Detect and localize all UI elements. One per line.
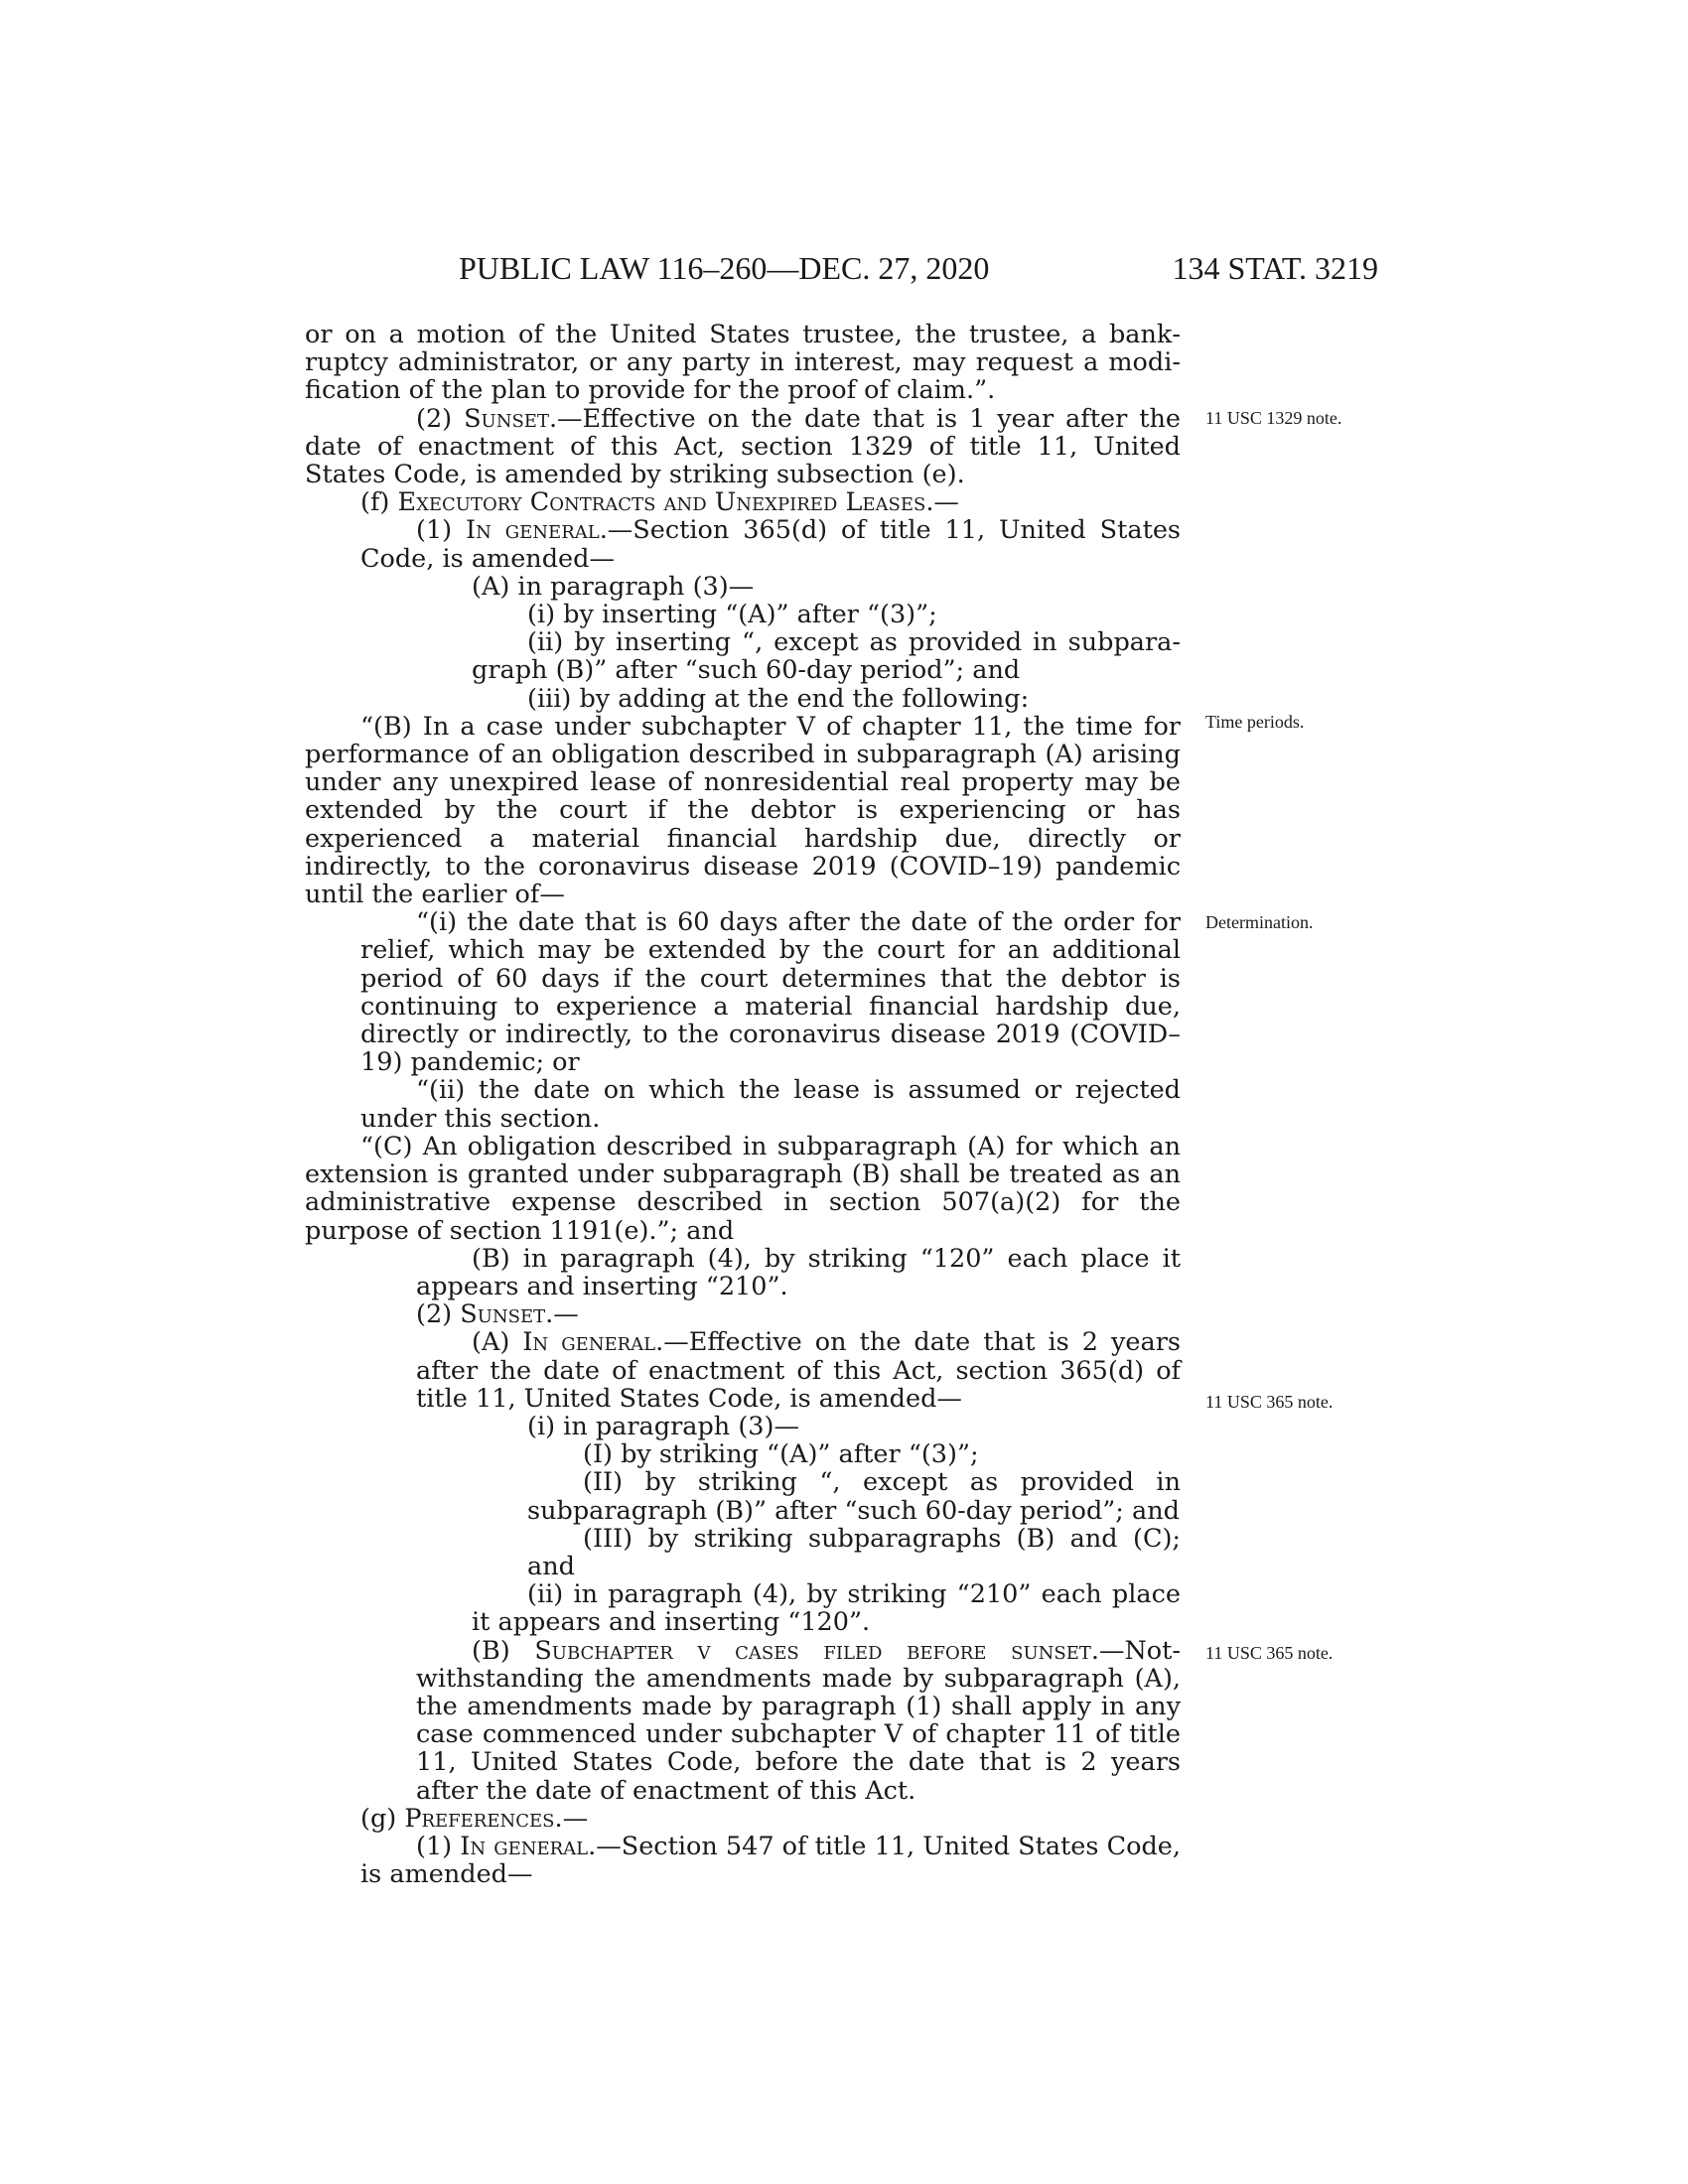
paragraph [305,628,1181,684]
paragraph [305,908,1181,1076]
paragraph-text: “(i) the date that is 60 days after the date of the order for relief, which may be extended by the court for an additional period of 60 days if the court determines that the debtor is continuing to experience a material financial hardship due, directly or indirectly, to the coronavirus disease 2019 (COVID–19) pandemic; or [360,907,1181,1078]
paragraph-label: (2) [416,403,465,434]
paragraph-heading: In general [460,1831,589,1861]
paragraph [305,488,1181,516]
paragraph [305,516,1181,572]
paragraph-text: (II) by striking “, except as provided in subparagraph (B)” after “such 60-day period”; and [527,1467,1181,1526]
paragraph-label: (f) [360,487,398,518]
paragraph-heading: Executory Contracts and Unexpired Leases [397,487,926,518]
paragraph-text: .—Effective on the date that is 1 year after the date of enactment of this Act, section 1329 of title 11, United States Code, is amended by striking subsection (e). [305,403,1181,490]
paragraph-text: .— [545,1299,579,1330]
paragraph-text: “(B) In a case under subchapter V of chapter 11, the time for performance of an obligation described in subparagraph (A) arising under any unexpired lease of nonresidential real property may be extended by the court if the debtor is experiencing or has experienced a material financial hardship due, directly or indirectly, to the coronavirus disease 2019 (COVID–19) pandemic until the earlier of— [305,711,1181,910]
paragraph-heading: Sunset [460,1299,546,1330]
paragraph [305,1805,1181,1833]
paragraph [305,1468,1181,1524]
paragraph-heading: In general [466,515,600,546]
body-text [305,321,1181,1888]
margin-note-usc-365-a: 11 USC 365 note. [1205,1392,1334,1412]
paragraph [305,1525,1181,1580]
margin-note-time-periods: Time periods. [1205,712,1305,732]
paragraph-text: (ii) by inserting “, except as provided in subparagraph (B)” after “such 60-day period”; and [472,627,1181,686]
paragraph [305,1245,1181,1300]
paragraph [305,601,1181,628]
paragraph [305,1076,1181,1132]
paragraph-text: .—Section 547 of title 11, United States Code, is amended— [360,1831,1181,1890]
paragraph-text: (i) by inserting “(A)” after “(3)”; [527,600,937,630]
paragraph [305,1413,1181,1440]
paragraph [305,321,1181,405]
statute-citation: 134 STAT. 3219 [1172,250,1378,286]
paragraph-text: .—Effective on the date that is 2 years after the date of enactment of this Act, section 365(d) of title 11, United States Code, is amended— [416,1327,1182,1414]
paragraph-label: (2) [416,1299,461,1330]
paragraph [305,1637,1181,1805]
paragraph-text: (i) in paragraph (3)— [527,1411,799,1441]
paragraph-text: (iii) by adding at the end the following: [527,683,1030,714]
paragraph [305,1580,1181,1636]
running-head: PUBLIC LAW 116–260—DEC. 27, 2020 [459,250,990,286]
page-header [459,250,1378,290]
paragraph-text: (A) in paragraph (3)— [472,571,755,602]
paragraph-label: (g) [360,1803,405,1834]
paragraph-text: .—Notwithstanding the amendments made by subparagraph (A), the amendments made by paragraph (1) shall apply in any case commenced under subchapter V of chapter 11 of title 11, United States Code, before the date that is 2 years after the date of enactment of this Act. [416,1635,1181,1806]
paragraph [305,1133,1181,1245]
paragraph-text: (B) in paragraph (4), by striking “120” each place it appears and inserting “210”. [416,1243,1181,1301]
paragraph-heading: Sunset [464,403,549,434]
paragraph-text: .— [925,487,959,518]
paragraph-text: “(C) An obligation described in subparagraph (A) for which an extension is granted under subparagraph (B) shall be treated as an administrative expense described in section 507(a)(2) for the purpose of section 1191(e).”; and [305,1131,1181,1246]
paragraph [305,1300,1181,1328]
paragraph-text: (ii) in paragraph (4), by striking “210” each place it appears and inserting “120”. [472,1579,1181,1638]
paragraph [305,713,1181,908]
paragraph-text: or on a motion of the United States trustee, the trustee, a bankruptcy administrator, or any party in interest, may request a modification of the plan to provide for the proof of claim.”. [305,320,1181,406]
paragraph [305,405,1181,489]
paragraph-heading: Preferences [404,1803,555,1834]
paragraph [305,685,1181,713]
paragraph-label: (1) [416,1831,461,1861]
paragraph-heading: Subchapter v cases filed before sunset [534,1635,1091,1666]
margin-note-determination: Determination. [1205,912,1314,932]
margin-note-usc-1329: 11 USC 1329 note. [1205,408,1342,428]
paragraph-text: .— [554,1803,589,1834]
paragraph-text: “(ii) the date on which the lease is assumed or rejected under this section. [360,1075,1181,1134]
paragraph-label: (A) [472,1327,523,1358]
paragraph-text: (I) by striking “(A)” after “(3)”; [583,1439,979,1470]
paragraph [305,1440,1181,1468]
paragraph-heading: In general [522,1327,656,1358]
paragraph-label: (1) [416,515,467,546]
paragraph-text: .—Section 365(d) of title 11, United States Code, is amended— [360,515,1182,574]
paragraph [305,1328,1181,1413]
paragraph-label: (B) [472,1635,535,1666]
paragraph [305,573,1181,601]
paragraph-text: (III) by striking subparagraphs (B) and (C); and [527,1523,1181,1581]
margin-note-usc-365-b: 11 USC 365 note. [1205,1643,1334,1663]
paragraph [305,1833,1181,1888]
